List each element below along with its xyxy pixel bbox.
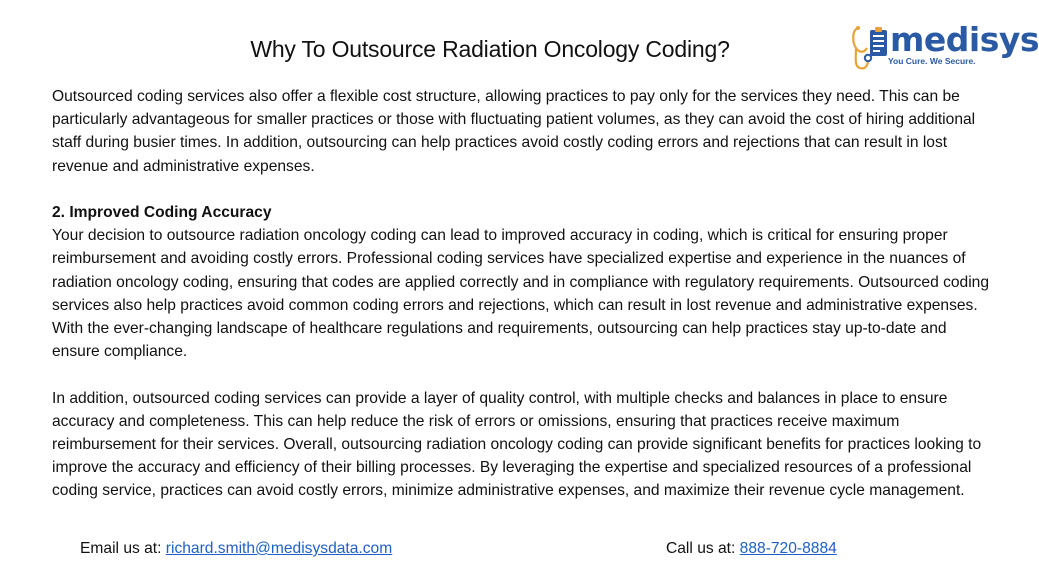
footer-email	[80, 538, 392, 560]
section-paragraph: Your decision to outsource radiation oncology coding can lead to improved accuracy in coding, which is critical for ensuring proper reimbursement and avoiding costly errors. Professional coding services have specialized expertise and experience in the nuances of radiation oncology coding, ensuring that codes are applied correctly and in compliance with regulatory requirements. Outsourced coding services also help practices avoid common coding errors and rejections, which can result in lost revenue and administrative expenses. With the ever-changing landscape of healthcare regulations and requirements, outsourcing can help practices stay up-to-date and ensure compliance.	[52, 227, 990, 361]
closing-paragraph: In addition, outsourced coding services can provide a layer of quality control, with multiple checks and balances in place to ensure accuracy and completeness. This can help reduce the risk of errors or omissions, ensuring that practices receive maximum reimbursement for their services. Overall, outsourcing radiation oncology coding can provide significant benefits for practices looking to improve the accuracy and efficiency of their billing processes. By leveraging the expertise and specialized resources of a professional coding service, practices can avoid costly errors, minimize administrative expenses, and maximize their revenue cycle management.	[52, 389, 982, 500]
logo-tagline: You Cure. We Secure.	[888, 56, 976, 66]
medisys-logo	[848, 20, 1039, 72]
email-link[interactable]: richard.smith@medisysdata.com	[165, 540, 393, 557]
intro-paragraph: Outsourced coding services also offer a flexible cost structure, allowing practices to pay only for the services they need. This can be particularly advantageous for smaller practices or those with fluctuating patient volumes, as they can avoid the cost of hiring additional staff during busier times. In addition, outsourcing can help practices avoid costly coding errors and rejections that can result in lost revenue and administrative expenses.	[52, 88, 976, 175]
paragraph-spacer	[52, 178, 997, 201]
footer-phone	[666, 538, 837, 560]
phone-label: Call us at:	[666, 540, 740, 557]
phone-link[interactable]: 888-720-8884	[739, 540, 837, 557]
section-heading: 2. Improved Coding Accuracy	[52, 204, 272, 221]
page-title: Why To Outsource Radiation Oncology Coding?	[250, 36, 730, 62]
paragraph-spacer	[52, 363, 997, 386]
email-label: Email us at:	[80, 540, 166, 557]
slide-body	[52, 85, 997, 503]
stethoscope-clipboard-icon	[848, 22, 892, 72]
logo-wordmark: medisys	[890, 20, 1039, 59]
